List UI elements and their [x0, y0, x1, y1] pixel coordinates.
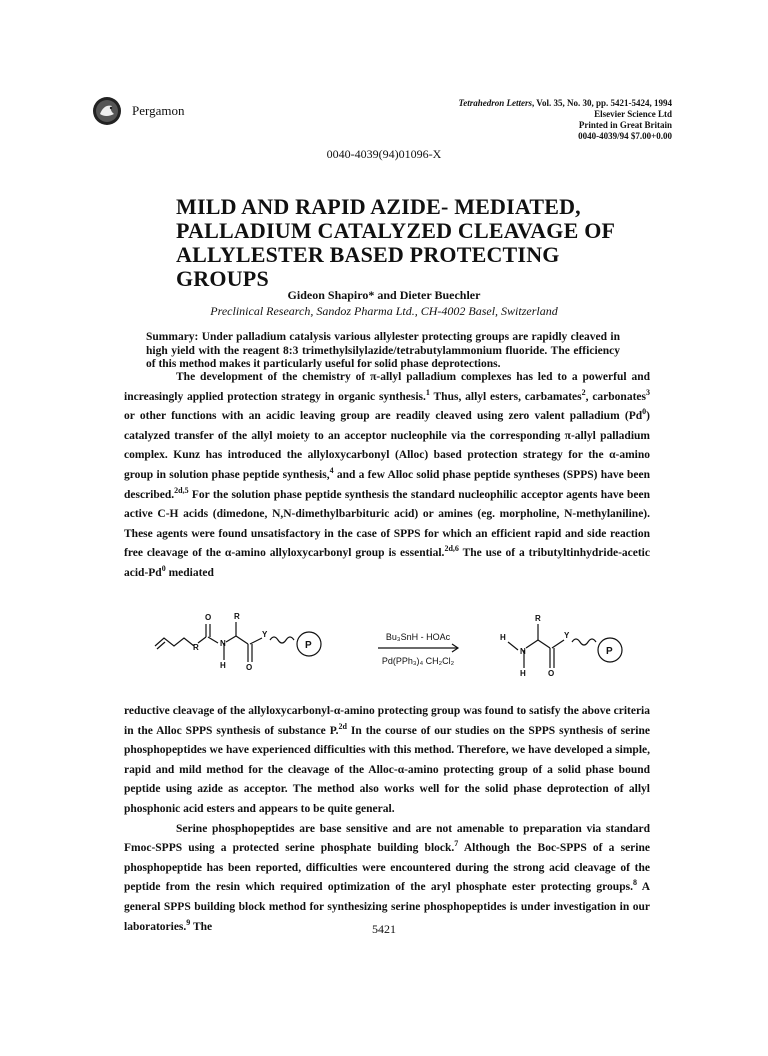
text-run: or other functions with an acidic leaving group are readily cleaved using zero valent palladium (Pd [124, 410, 643, 423]
affiliation: Preclinical Research, Sandoz Pharma Ltd., CH-4002 Basel, Switzerland [210, 304, 558, 318]
reagent-top: Bu₃SnH - HOAc [385, 632, 451, 642]
atom-label: H [220, 661, 226, 670]
text-run: Thus, allyl esters, carbamates [429, 390, 582, 403]
journal-citation [459, 98, 672, 142]
atom-label: H [520, 669, 526, 678]
reagent-bottom: Pd(PPh₃)₄ CH₂Cl₂ [381, 656, 455, 666]
continuation-paragraph [124, 702, 650, 820]
summary-label: Summary: [146, 331, 199, 343]
citation-ref: 3 [645, 387, 650, 397]
text-run: Although the Boc-SPPS of a serine phosphopeptide has been reported, difficulties were encountered during the strong acid cleavage of the peptide from the resin which required optimization of the aryl phosphate ester protecting groups. [124, 842, 650, 894]
text-run: The use of a tributyltinhydride-acetic acid-Pd [124, 547, 650, 579]
title-line-2: PALLADIUM CATALYZED CLEAVAGE OF [176, 218, 616, 243]
atom-label: O [205, 613, 212, 622]
journal-line-2: Elsevier Science Ltd [594, 109, 672, 119]
text-run: Serine phosphopeptides are base sensitive and are not amenable to preparation via standard Fmoc-SPPS using a protected serine phosphate building block. [124, 822, 650, 855]
summary-text: Under palladium catalysis various allylester protecting groups are rapidly cleaved in high yield with the reagent 8:3 trimethylsilylazide/tetrabutylammonium fluoride. The efficiency of this method makes it particularly useful for solid phase deprotections. [146, 331, 620, 370]
journal-line-3: Printed in Great Britain [578, 120, 672, 130]
superscript: 0 [642, 407, 647, 417]
atom-label: O [246, 663, 253, 672]
text-run: A general SPPS building block method for synthesizing serine phosphopeptides is under investigation in our laboratories. [124, 881, 651, 933]
citation-ref: 2d [338, 721, 347, 731]
intro-paragraph [124, 368, 650, 584]
atom-label: R [234, 612, 240, 621]
text-run: For the solution phase peptide synthesis the standard nucleophilic acceptor agents have been active C-H acids (dimedone, N,N-dimethylbarbituric acid) or amines (eg. morpholine, N-methylaniline). These agents were found unsatisfactory in the case of SPPS for which an efficient rapid and side reaction free cleavage of the α-amino allyloxycarbonyl group is essential. [124, 488, 650, 560]
atom-label: N [220, 639, 226, 648]
citation-ref: 4 [329, 466, 334, 476]
atom-label: H [500, 633, 506, 642]
text-run: reductive cleavage of the allyloxycarbonyl-α-amino protecting group was found to satisfy the above criteria in the Alloc SPPS synthesis of substance P. [124, 705, 650, 737]
superscript: 0 [161, 564, 166, 574]
summary [146, 331, 620, 372]
title-line-3: ALLYLESTER BASED PROTECTING GROUPS [176, 242, 560, 291]
citation-ref: 8 [632, 878, 637, 888]
journal-line-1 [459, 98, 672, 109]
text-run: The [190, 920, 213, 933]
text-run: , carbonates [585, 390, 646, 403]
reaction-scheme [150, 610, 650, 700]
journal-name: Tetrahedron Letters [458, 98, 532, 108]
resin-label: P [305, 640, 312, 651]
text-run: and a few Alloc solid phase peptide syntheses (SPPS) have been described. [124, 468, 650, 501]
body-paragraph-1 [124, 368, 650, 584]
serine-paragraph [124, 820, 650, 938]
atom-label: O [548, 669, 555, 678]
authors: Gideon Shapiro* and Dieter Buechler [287, 288, 481, 302]
pergamon-logo [92, 96, 122, 126]
doi-code: 0040-4039(94)01096-X [326, 147, 442, 161]
title-line-1: MILD AND RAPID AZIDE- MEDIATED, [176, 194, 581, 219]
page-number: 5421 [372, 922, 396, 936]
text-run: The development of the chemistry of π-allyl palladium complexes has led to a powerful and increasingly applied protection strategy in organic synthesis. [124, 371, 650, 403]
citation-ref: 1 [425, 387, 430, 397]
citation-ref: 7 [454, 839, 459, 849]
citation-ref: 9 [186, 917, 191, 927]
atom-label: Y [564, 631, 570, 640]
atom-label: R [193, 643, 199, 652]
citation-ref: 2d,6 [444, 544, 459, 554]
text-run: In the course of our studies on the SPPS synthesis of serine phosphopeptides we have experienced difficulties with this method. Therefore, we have developed a simple, rapid and mild method for the cleavage of the Alloc-α-amino protecting group of a solid phase bound peptide using azide as acceptor. The method also works well for the solid phase deprotection of allyl phosphonic acid esters and appears to be quite general. [124, 724, 651, 815]
journal-volume-info: , Vol. 35, No. 30, pp. 5421-5424, 1994 [531, 98, 672, 108]
text-run: mediated [165, 566, 214, 579]
citation-ref: 2d,5 [174, 485, 189, 495]
text-run: ) catalyzed transfer of the allyl moiety to an acceptor nucleophile via the corresponding π-allyl palladium complex. Kunz has introduced the allyloxycarbonyl (Alloc) based protection strategy for the α-amino group in solution phase peptide synthesis, [124, 410, 650, 481]
journal-line-4: 0040-4039/94 $7.00+0.00 [578, 131, 672, 141]
publisher-name: Pergamon [132, 103, 185, 118]
atom-label: N [520, 647, 526, 656]
resin-label: P [606, 646, 613, 657]
citation-ref: 2 [581, 387, 586, 397]
atom-label: Y [262, 630, 268, 639]
atom-label: R [535, 614, 541, 623]
body-paragraph-2 [124, 702, 650, 937]
paper-title [176, 195, 636, 291]
